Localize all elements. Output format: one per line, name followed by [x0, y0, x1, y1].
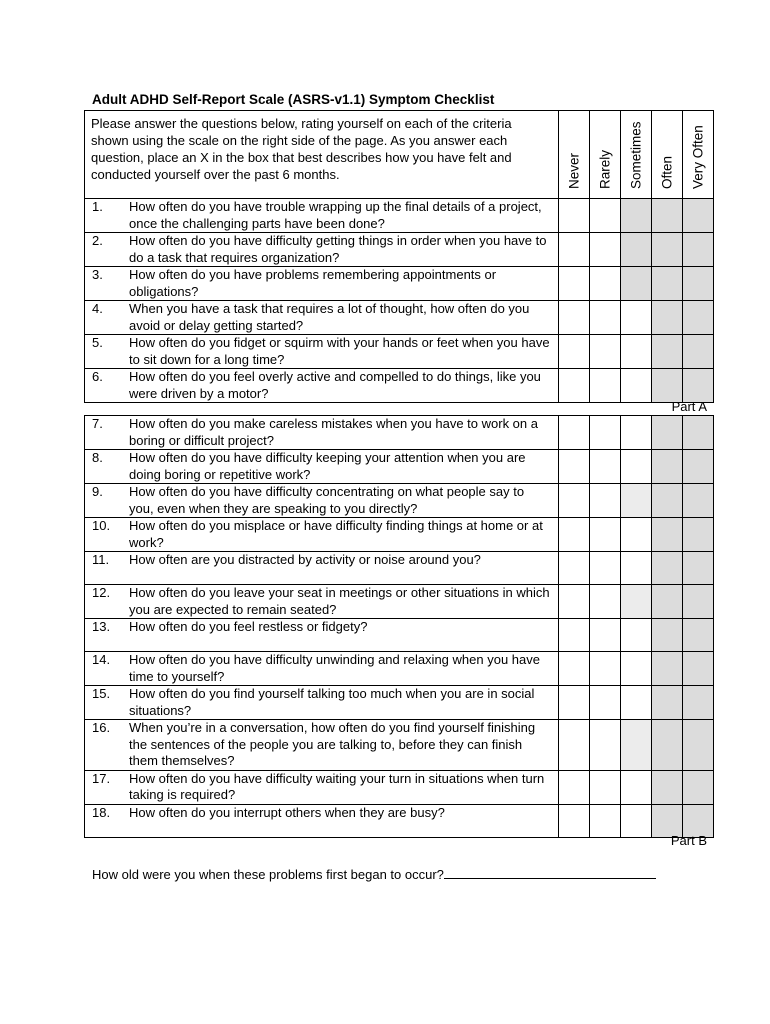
answer-box-very-often[interactable]	[683, 450, 714, 484]
answer-box-very-often[interactable]	[683, 267, 714, 301]
answer-box-sometimes[interactable]	[621, 267, 652, 301]
question-row	[85, 652, 714, 686]
question-cell	[85, 686, 559, 720]
answer-box-often[interactable]	[652, 619, 683, 652]
answer-box-sometimes[interactable]	[621, 804, 652, 837]
answer-box-sometimes[interactable]	[621, 619, 652, 652]
scale-label-sometimes: Sometimes	[628, 121, 644, 189]
answer-box-rarely[interactable]	[590, 619, 621, 652]
question-row	[85, 301, 714, 335]
question-number: 18.	[92, 804, 111, 820]
answer-box-never[interactable]	[559, 585, 590, 619]
answer-box-never[interactable]	[559, 267, 590, 301]
question-number: 1.	[92, 199, 103, 214]
question-number: 17.	[92, 770, 111, 786]
answer-box-never[interactable]	[559, 199, 590, 233]
answer-box-never[interactable]	[559, 450, 590, 484]
form-title: Adult ADHD Self-Report Scale (ASRS-v1.1) Symptom Checklist	[92, 92, 495, 107]
answer-box-sometimes[interactable]	[621, 585, 652, 619]
answer-box-very-often[interactable]	[683, 301, 714, 335]
question-cell	[85, 335, 559, 369]
question-row	[85, 484, 714, 518]
question-cell	[85, 199, 559, 233]
question-text: How often do you fidget or squirm with your hands or feet when you have to sit down for a long time?	[129, 335, 550, 367]
answer-box-very-often[interactable]	[683, 518, 714, 552]
answer-box-rarely[interactable]	[590, 518, 621, 552]
answer-box-rarely[interactable]	[590, 369, 621, 403]
question-text: How often do you feel restless or fidgety?	[129, 619, 368, 634]
part-b-label: Part B	[670, 833, 707, 848]
question-row	[85, 804, 714, 837]
answer-box-very-often[interactable]	[683, 585, 714, 619]
answer-box-often[interactable]	[652, 552, 683, 585]
question-number: 11.	[92, 552, 110, 567]
answer-box-very-often[interactable]	[683, 619, 714, 652]
question-number: 15.	[92, 686, 111, 701]
answer-box-very-often[interactable]	[683, 233, 714, 267]
answer-box-never[interactable]	[559, 416, 590, 450]
answer-box-never[interactable]	[559, 619, 590, 652]
answer-box-often[interactable]	[652, 416, 683, 450]
question-row	[85, 720, 714, 771]
question-row	[85, 619, 714, 652]
answer-box-very-often[interactable]	[683, 369, 714, 403]
answer-box-often[interactable]	[652, 770, 683, 804]
answer-box-rarely[interactable]	[590, 770, 621, 804]
question-number: 4.	[92, 301, 103, 316]
question-cell	[85, 552, 559, 585]
question-cell	[85, 267, 559, 301]
scale-header-very-often	[683, 111, 714, 199]
answer-box-sometimes[interactable]	[621, 233, 652, 267]
question-row	[85, 450, 714, 484]
answer-box-very-often[interactable]	[683, 416, 714, 450]
question-number: 6.	[92, 369, 103, 384]
answer-box-never[interactable]	[559, 720, 590, 771]
answer-box-never[interactable]	[559, 233, 590, 267]
header-row	[85, 111, 714, 199]
answer-box-rarely[interactable]	[590, 233, 621, 267]
question-cell	[85, 484, 559, 518]
scale-header-never	[559, 111, 590, 199]
question-text: How often are you distracted by activity or noise around you?	[129, 552, 481, 567]
question-number: 3.	[92, 267, 103, 282]
question-number: 7.	[92, 416, 103, 431]
answer-box-sometimes[interactable]	[621, 484, 652, 518]
answer-box-never[interactable]	[559, 518, 590, 552]
answer-box-sometimes[interactable]	[621, 552, 652, 585]
question-row	[85, 369, 714, 403]
answer-box-never[interactable]	[559, 301, 590, 335]
question-text: How often do you interrupt others when they are busy?	[129, 804, 445, 820]
answer-box-sometimes[interactable]	[621, 301, 652, 335]
question-text: How often do you have difficulty keeping your attention when you are doing boring or repetitive work?	[129, 450, 526, 482]
answer-box-very-often[interactable]	[683, 335, 714, 369]
question-cell	[85, 585, 559, 619]
question-text: How often do you find yourself talking too much when you are in social situations?	[129, 686, 535, 718]
age-onset-question-text: How old were you when these problems first began to occur?	[92, 867, 444, 882]
question-text: How often do you leave your seat in meetings or other situations in which you are expected to remain seated?	[129, 585, 550, 617]
question-row	[85, 199, 714, 233]
scale-label-very-often: Very Often	[690, 125, 706, 189]
answer-box-sometimes[interactable]	[621, 369, 652, 403]
answer-box-never[interactable]	[559, 652, 590, 686]
question-number: 13.	[92, 619, 111, 634]
answer-box-often[interactable]	[652, 585, 683, 619]
answer-box-often[interactable]	[652, 301, 683, 335]
answer-box-sometimes[interactable]	[621, 450, 652, 484]
question-cell	[85, 619, 559, 652]
answer-box-often[interactable]	[652, 450, 683, 484]
answer-box-very-often[interactable]	[683, 770, 714, 804]
answer-box-very-often[interactable]	[683, 552, 714, 585]
answer-box-rarely[interactable]	[590, 301, 621, 335]
question-text: When you’re in a conversation, how often do you find yourself finishing the sentences of the people you are talking to, before they can finish them themselves?	[129, 720, 536, 768]
question-number: 5.	[92, 335, 103, 350]
answer-box-sometimes[interactable]	[621, 720, 652, 771]
answer-box-rarely[interactable]	[590, 199, 621, 233]
question-cell	[85, 518, 559, 552]
answer-box-never[interactable]	[559, 804, 590, 837]
question-cell	[85, 450, 559, 484]
question-text: How often do you make careless mistakes when you have to work on a boring or difficult project?	[129, 416, 538, 448]
part-b-table	[84, 415, 714, 838]
scale-header-sometimes	[621, 111, 652, 199]
answer-box-rarely[interactable]	[590, 416, 621, 450]
question-text: How often do you have difficulty waiting your turn in situations when turn taking is required?	[129, 770, 545, 802]
question-text: How often do you have problems remembering appointments or obligations?	[129, 267, 497, 299]
answer-box-never[interactable]	[559, 770, 590, 804]
question-text: How often do you have difficulty getting things in order when you have to do a task that requires organization?	[129, 233, 547, 265]
answer-box-never[interactable]	[559, 552, 590, 585]
question-number: 16.	[92, 720, 111, 735]
question-cell	[85, 804, 559, 837]
question-row	[85, 518, 714, 552]
answer-box-never[interactable]	[559, 484, 590, 518]
answer-box-sometimes[interactable]	[621, 652, 652, 686]
question-cell	[85, 301, 559, 335]
answer-box-rarely[interactable]	[590, 686, 621, 720]
answer-box-rarely[interactable]	[590, 720, 621, 771]
question-number: 10.	[92, 518, 111, 533]
question-row	[85, 335, 714, 369]
question-number: 12.	[92, 585, 111, 600]
answer-box-often[interactable]	[652, 233, 683, 267]
age-answer-line[interactable]	[444, 866, 656, 879]
question-row	[85, 770, 714, 804]
question-cell	[85, 369, 559, 403]
question-text: How often do you misplace or have difficulty finding things at home or at work?	[129, 518, 543, 550]
question-text: How often do you feel overly active and compelled to do things, like you were driven by a motor?	[129, 369, 541, 401]
question-row	[85, 585, 714, 619]
answer-box-often[interactable]	[652, 720, 683, 771]
answer-box-very-often[interactable]	[683, 720, 714, 771]
question-cell	[85, 233, 559, 267]
answer-box-sometimes[interactable]	[621, 199, 652, 233]
question-number: 8.	[92, 450, 103, 465]
question-text: How often do you have trouble wrapping up the final details of a project, once the challenging parts have been done?	[129, 199, 542, 231]
question-number: 2.	[92, 233, 103, 248]
answer-box-never[interactable]	[559, 369, 590, 403]
question-text: How often do you have difficulty concentrating on what people say to you, even when they are speaking to you directly?	[129, 484, 525, 516]
scale-label-rarely: Rarely	[597, 149, 613, 189]
answer-box-very-often[interactable]	[683, 199, 714, 233]
answer-box-rarely[interactable]	[590, 484, 621, 518]
answer-box-sometimes[interactable]	[621, 518, 652, 552]
answer-box-often[interactable]	[652, 267, 683, 301]
answer-box-never[interactable]	[559, 335, 590, 369]
answer-box-rarely[interactable]	[590, 804, 621, 837]
answer-box-often[interactable]	[652, 335, 683, 369]
question-cell	[85, 770, 559, 804]
question-row	[85, 233, 714, 267]
answer-box-rarely[interactable]	[590, 585, 621, 619]
answer-box-very-often[interactable]	[683, 652, 714, 686]
question-row	[85, 686, 714, 720]
part-a-label: Part A	[671, 399, 707, 414]
answer-box-sometimes[interactable]	[621, 416, 652, 450]
question-number: 14.	[92, 652, 111, 667]
answer-box-often[interactable]	[652, 686, 683, 720]
question-cell	[85, 416, 559, 450]
question-row	[85, 552, 714, 585]
question-number: 9.	[92, 484, 103, 499]
answer-box-very-often[interactable]	[683, 686, 714, 720]
answer-box-often[interactable]	[652, 652, 683, 686]
scale-header-rarely	[590, 111, 621, 199]
question-cell	[85, 652, 559, 686]
question-cell	[85, 720, 559, 771]
scale-label-often: Often	[659, 155, 675, 189]
answer-box-rarely[interactable]	[590, 335, 621, 369]
part-a-table	[84, 110, 714, 403]
scale-label-never: Never	[566, 152, 582, 189]
answer-box-rarely[interactable]	[590, 552, 621, 585]
question-text: When you have a task that requires a lot of thought, how often do you avoid or delay getting started?	[129, 301, 530, 333]
answer-box-often[interactable]	[652, 369, 683, 403]
answer-box-sometimes[interactable]	[621, 686, 652, 720]
scale-header-often	[652, 111, 683, 199]
instructions-text: Please answer the questions below, rating yourself on each of the criteria shown using the scale on the right side of the page. As you answer each question, place an X in the box that best describes how you have felt and conducted yourself over the past 6 months.	[85, 111, 559, 199]
question-row	[85, 267, 714, 301]
answer-box-very-often[interactable]	[683, 484, 714, 518]
question-text: How often do you have difficulty unwinding and relaxing when you have time to yourself?	[129, 652, 540, 684]
answer-box-sometimes[interactable]	[621, 335, 652, 369]
answer-box-rarely[interactable]	[590, 267, 621, 301]
answer-box-often[interactable]	[652, 518, 683, 552]
answer-box-rarely[interactable]	[590, 450, 621, 484]
answer-box-never[interactable]	[559, 686, 590, 720]
answer-box-often[interactable]	[652, 199, 683, 233]
answer-box-rarely[interactable]	[590, 652, 621, 686]
answer-box-often[interactable]	[652, 484, 683, 518]
age-onset-question	[92, 866, 656, 882]
question-row	[85, 416, 714, 450]
answer-box-sometimes[interactable]	[621, 770, 652, 804]
